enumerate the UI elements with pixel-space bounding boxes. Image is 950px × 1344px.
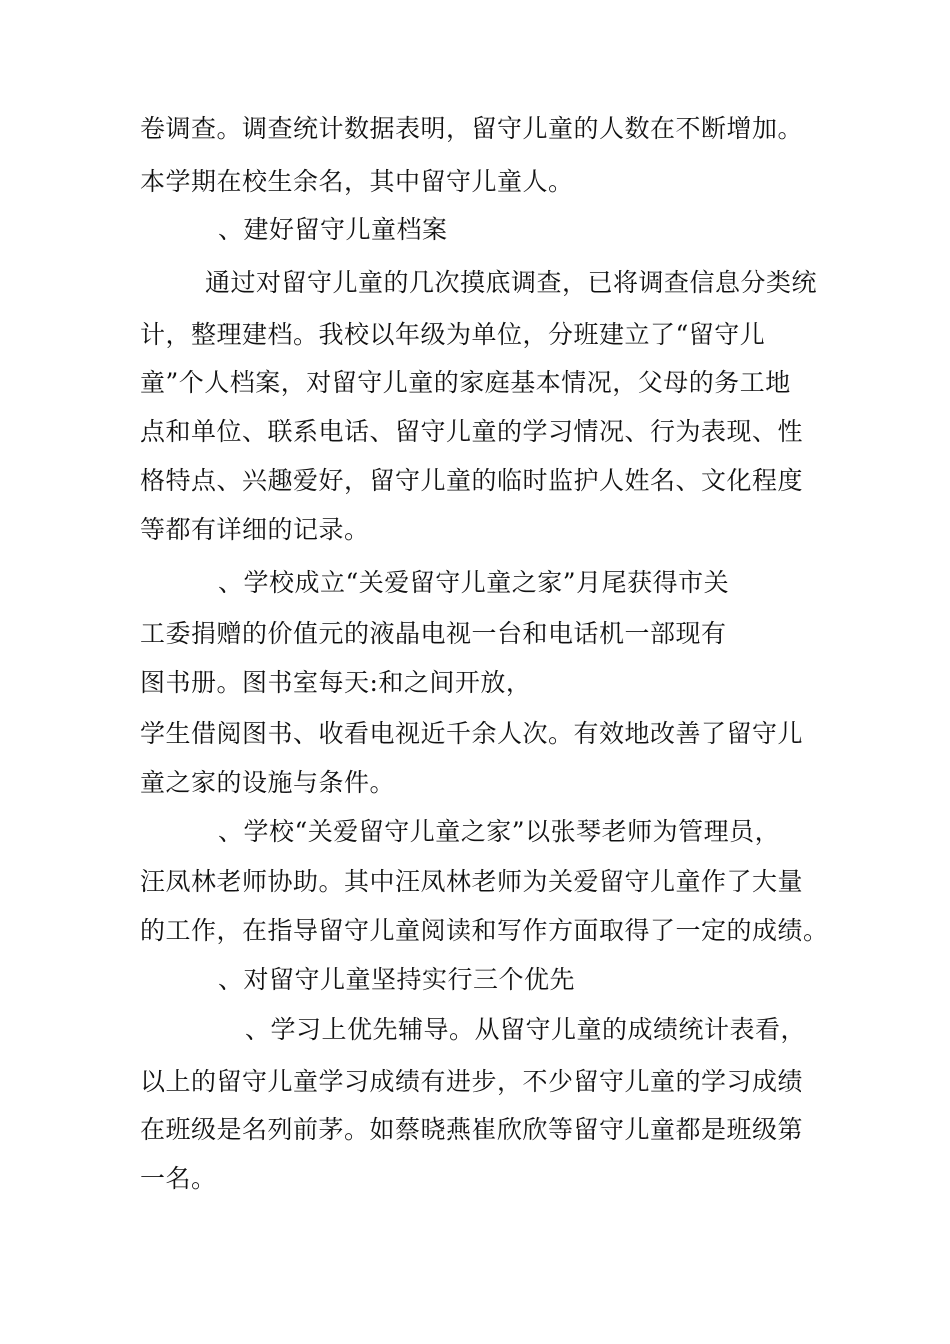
text-line: 、学习上优先辅导。从留守儿童的成绩统计表看， bbox=[245, 1015, 807, 1044]
section-heading: 、建好留守儿童档案 bbox=[218, 215, 448, 244]
text-line: 一名。 bbox=[140, 1164, 217, 1193]
text-line: 点和单位、联系电话、留守儿童的学习情况、行为表现、性 bbox=[140, 417, 804, 446]
text-line: 、学校成立“关爱留守儿童之家”月尾获得市关 bbox=[218, 568, 730, 597]
text-line: 学生借阅图书、收看电视近千余人次。有效地改善了留守儿 bbox=[140, 719, 804, 748]
text-line: 、学校“关爱留守儿童之家”以张琴老师为管理员， bbox=[218, 817, 781, 846]
text-line: 以上的留守儿童学习成绩有进步，不少留守儿童的学习成绩 bbox=[140, 1067, 804, 1096]
text-line: 本学期在校生余名，其中留守儿童人。 bbox=[140, 167, 574, 196]
text-line: 童”个人档案，对留守儿童的家庭基本情况，父母的务工地 bbox=[140, 368, 791, 397]
text-line: 工委捐赠的价值元的液晶电视一台和电话机一部现有 bbox=[140, 619, 727, 648]
text-line: 格特点、兴趣爱好，留守儿童的临时监护人姓名、文化程度 bbox=[140, 466, 804, 495]
text-line: 汪凤林老师协助。其中汪凤林老师为关爱留守儿童作了大量 bbox=[140, 867, 804, 896]
text-line: 通过对留守儿童的几次摸底调查，已将调查信息分类统 bbox=[205, 268, 818, 297]
text-line: 卷调查。调查统计数据表明，留守儿童的人数在不断增加。 bbox=[140, 114, 804, 143]
text-line: 在班级是名列前茅。如蔡晓燕崔欣欣等留守儿童都是班级第 bbox=[140, 1115, 804, 1144]
text-line: 计，整理建档。我校以年级为单位，分班建立了“留守儿 bbox=[140, 320, 766, 349]
section-heading: 、对留守儿童坚持实行三个优先 bbox=[218, 965, 576, 994]
text-line: 童之家的设施与条件。 bbox=[140, 768, 396, 797]
text-line: 图书册。图书室每天:和之间开放， bbox=[140, 668, 532, 697]
text-line: 的工作，在指导留守儿童阅读和写作方面取得了一定的成绩。 bbox=[140, 916, 829, 945]
text-line: 等都有详细的记录。 bbox=[140, 515, 370, 544]
